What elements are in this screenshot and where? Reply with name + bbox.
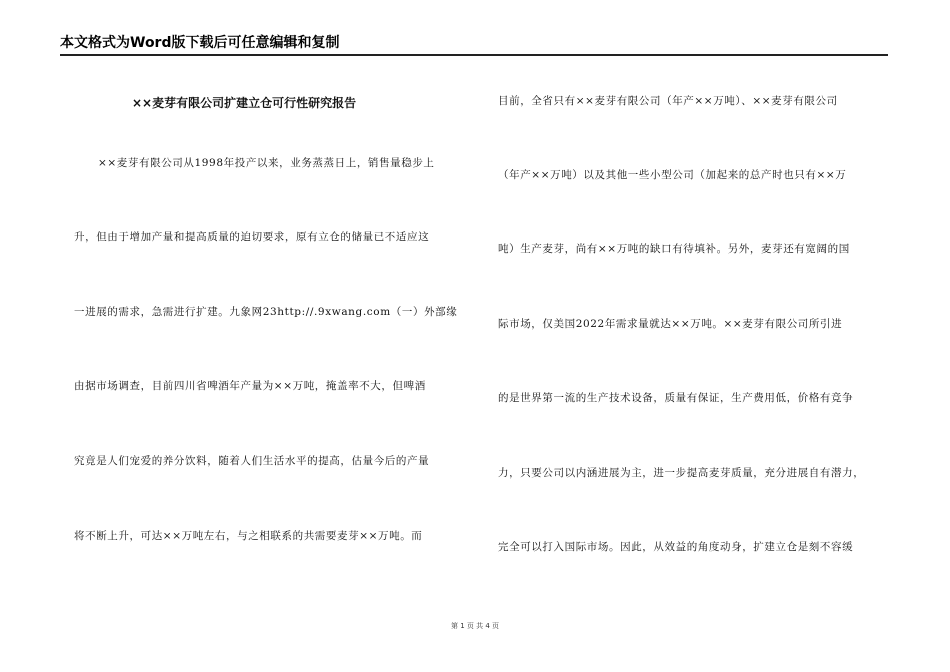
paragraph-line: 际市场，仅美国2022年需求量就达××万吨。××麦芽有限公司所引进 (498, 318, 843, 330)
paragraph-line: （年产××万吨）以及其他一些小型公司（加起来的总产时也只有××万 (498, 169, 847, 181)
paragraph-line: 由据市场调查，目前四川省啤酒年产量为××万吨，掩盖率不大，但啤酒 (74, 380, 426, 392)
document-title: ××麦芽有限公司扩建立仓可行性研究报告 (132, 96, 357, 110)
page-header (60, 34, 888, 56)
paragraph-line: 完全可以打入国际市场。因此，从效益的角度动身，扩建立仓是刻不容缓 (498, 541, 854, 553)
paragraph-line: 究竟是人们宠爱的养分饮料，随着人们生活水平的提高，估量今后的产量 (74, 455, 430, 467)
paragraph-line: 力，只要公司以内涵进展为主，进一步提高麦芽质量，充分进展自有潜力， (498, 467, 865, 479)
right-column (498, 84, 890, 584)
header-text: 本文格式为Word版下载后可任意编辑和复制 (60, 35, 340, 51)
paragraph-line: 一进展的需求，急需进行扩建。九象网23http://.9xwang.com（一）外部缘 (74, 306, 458, 318)
paragraph-line: 将不断上升，可达××万吨左右，与之相联系的共需要麦芽××万吨。而 (74, 530, 423, 542)
paragraph-line: ××麦芽有限公司从1998年投产以来，业务蒸蒸日上，销售量稳步上 (98, 157, 435, 169)
paragraph-line: 升，但由于增加产量和提高质量的迫切要求，原有立仓的储量已不适应这 (74, 231, 430, 243)
paragraph-line: 吨）生产麦芽，尚有××万吨的缺口有待填补。另外，麦芽还有宽阔的国 (498, 243, 850, 255)
left-column (74, 84, 458, 584)
paragraph-line: 的是世界第一流的生产技术设备，质量有保证，生产费用低，价格有竞争 (498, 392, 854, 404)
page-number: 第 1 页 共 4 页 (450, 622, 500, 630)
paragraph-line: 目前，全省只有××麦芽有限公司（年产××万吨）、××麦芽有限公司 (498, 95, 838, 107)
